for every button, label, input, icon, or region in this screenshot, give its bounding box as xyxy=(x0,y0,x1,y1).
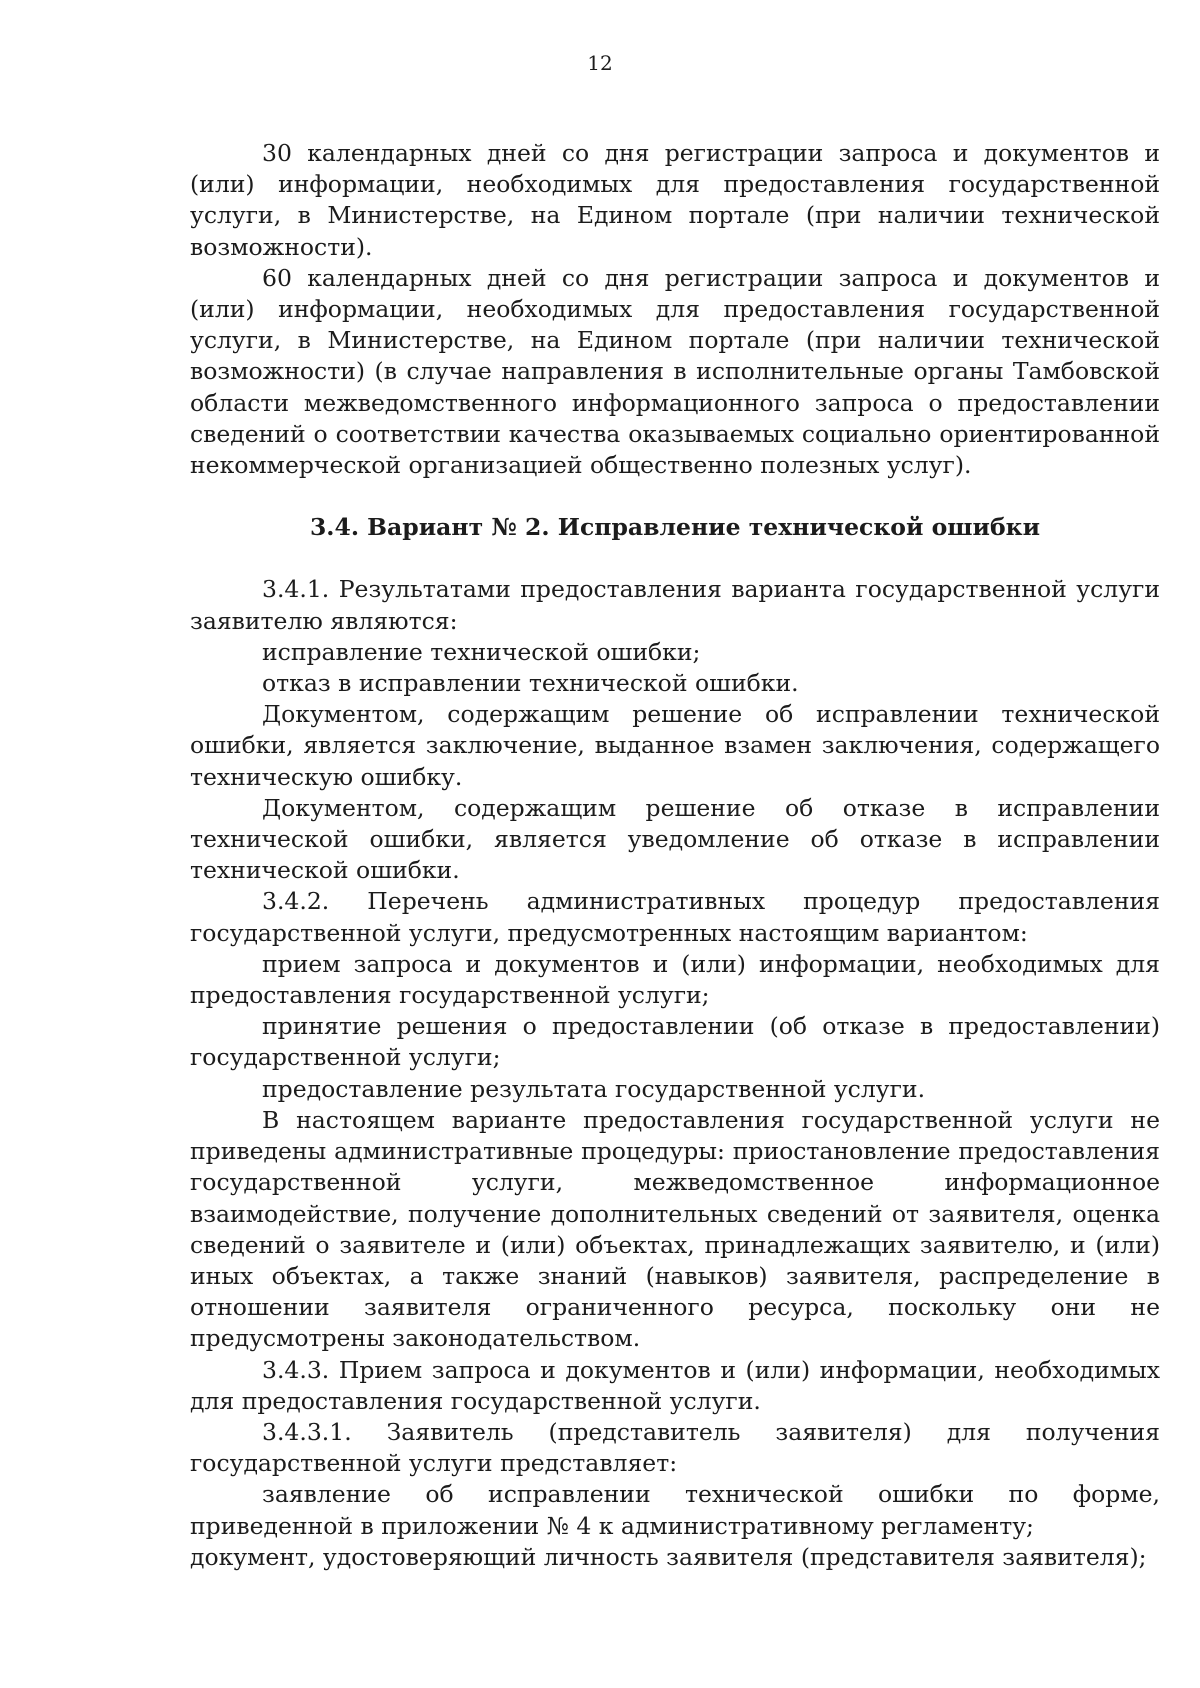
page-number: 12 xyxy=(587,51,613,75)
paragraph: принятие решения о предоставлении (об отказе в предоставлении) государственной услуги; xyxy=(190,1012,1160,1072)
paragraph: Документом, содержащим решение об отказе в исправлении технической ошибки, является уведомление об отказе в исправлении технической ошибки. xyxy=(190,793,1160,885)
paragraph: 60 календарных дней со дня регистрации запроса и документов и (или) информации, необходимых для предоставления государственной услуги, в Министерстве, на Едином портале (при наличии технической возможности) (в случае направления в исполнительные органы Тамбовской области межведомственного информационного запроса о предоставлении сведений о соответствии качества оказываемых социально ориентированной некоммерческой организацией общественно полезных услуг). xyxy=(190,263,1160,480)
paragraph: 3.4.3.1. Заявитель (представитель заявителя) для получения государственной услуги представляет: xyxy=(190,1417,1160,1478)
paragraph: документ, удостоверяющий личность заявителя (представителя заявителя); xyxy=(190,1542,1147,1571)
paragraph: В настоящем варианте предоставления государственной услуги не приведены административные процедуры: приостановление предоставления государственной услуги, межведомственное информационное взаимодействие, получение дополнительных сведений от заявителя, оценка сведений о заявителе и (или) объектах, принадлежащих заявителю, и (или) иных объектах, а также знаний (навыков) заявителя, распределение в отношении заявителя ограниченного ресурса, поскольку они не предусмотрены законодательством. xyxy=(190,1105,1160,1353)
section-heading: 3.4. Вариант № 2. Исправление технической ошибки xyxy=(309,513,1041,542)
paragraph: отказ в исправлении технической ошибки. xyxy=(262,669,799,698)
paragraph: исправление технической ошибки; xyxy=(262,637,701,666)
paragraph: заявление об исправлении технической ошибки по форме, приведенной в приложении № 4 к административному регламенту; xyxy=(190,1480,1160,1540)
paragraph: 30 календарных дней со дня регистрации запроса и документов и (или) информации, необходимых для предоставления государственной услуги, в Министерстве, на Едином портале (при наличии технической возможности). xyxy=(190,139,1160,261)
paragraph: предоставление результата государственной услуги. xyxy=(262,1074,926,1103)
paragraph: прием запроса и документов и (или) информации, необходимых для предоставления государственной услуги; xyxy=(190,949,1160,1010)
paragraph: 3.4.1. Результатами предоставления варианта государственной услуги заявителю являются: xyxy=(190,575,1160,635)
paragraph: 3.4.2. Перечень административных процедур предоставления государственной услуги, предусмотренных настоящим вариантом: xyxy=(190,887,1160,947)
document-body xyxy=(190,138,1160,1573)
paragraph: 3.4.3. Прием запроса и документов и (или) информации, необходимых для предоставления государственной услуги. xyxy=(190,1355,1160,1415)
paragraph: Документом, содержащим решение об исправлении технической ошибки, является заключение, выданное взамен заключения, содержащего техническую ошибку. xyxy=(190,700,1160,791)
